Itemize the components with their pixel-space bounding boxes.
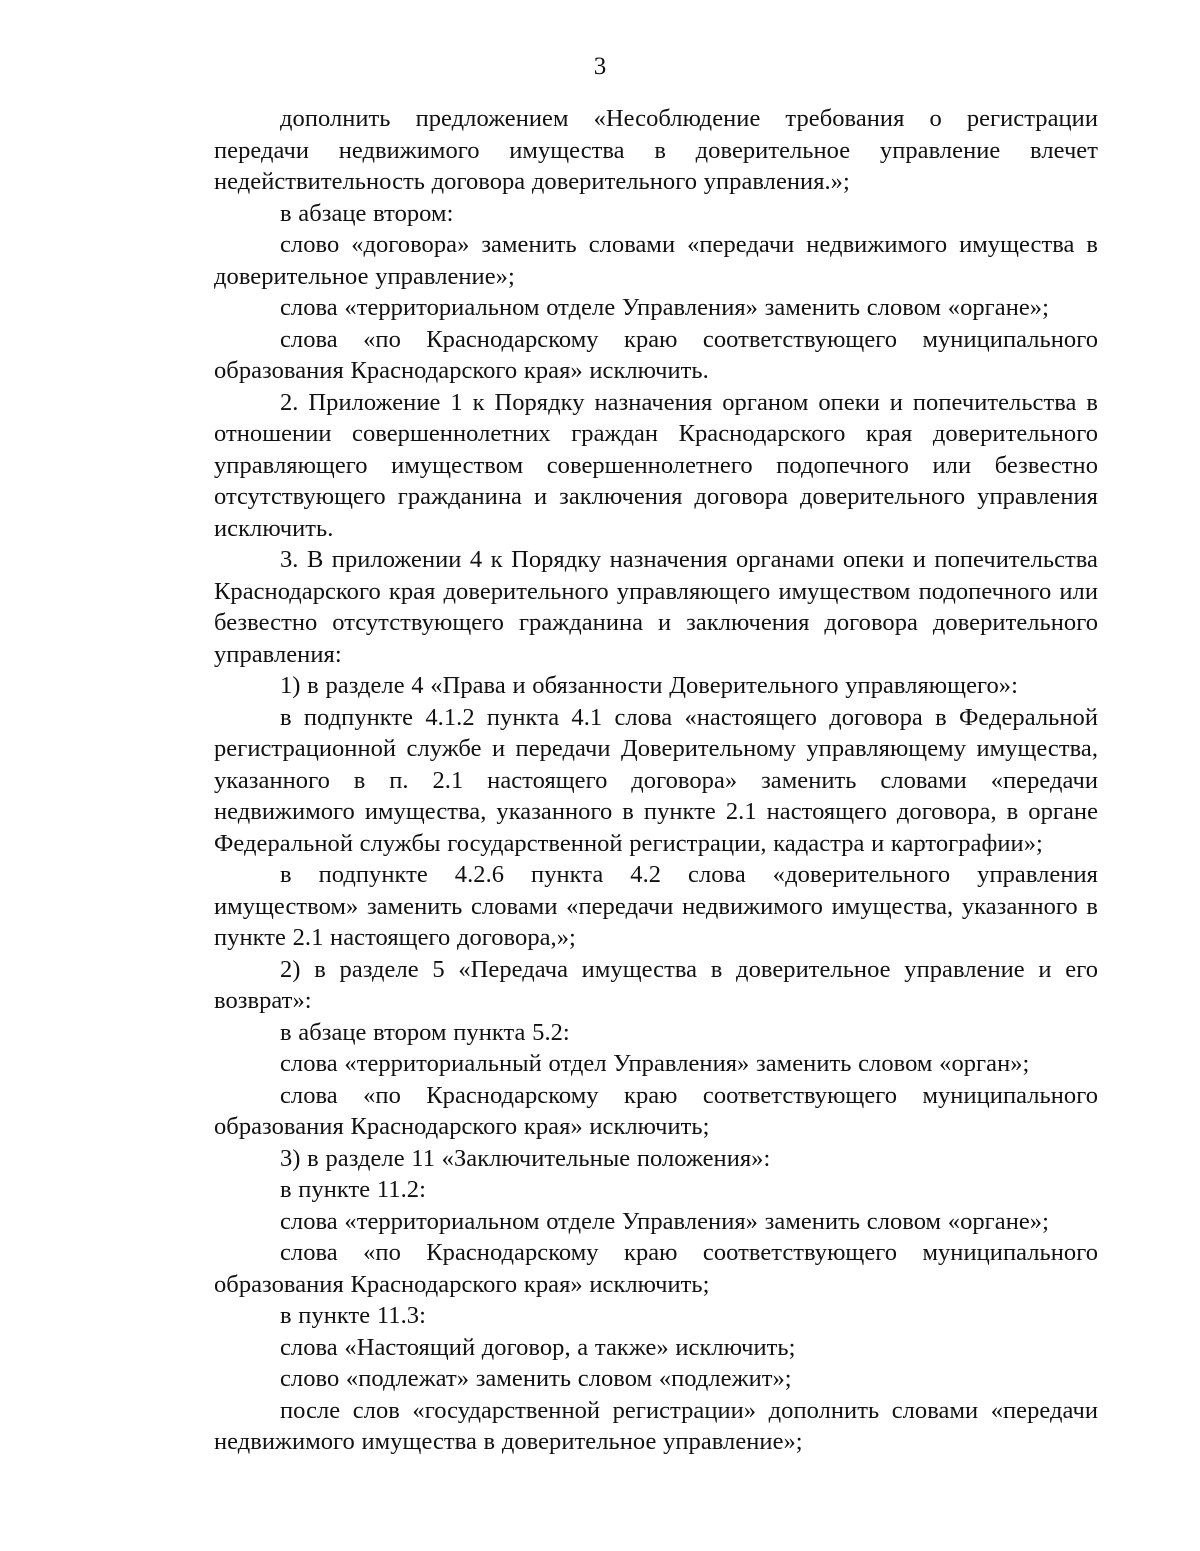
- paragraph: 3. В приложении 4 к Порядку назначения органами опеки и попечительства Краснодарского края доверительного управляющего имуществом подопечного или безвестно отсутствующего гражданина и заключения договора доверительного управления:: [214, 546, 1098, 668]
- paragraph: слово «договора» заменить словами «передачи недвижимого имущества в доверительное управление»;: [214, 231, 1098, 290]
- paragraph: слова «Настоящий договор, а также» исключить;: [280, 1333, 796, 1361]
- document-body: [214, 103, 1098, 1458]
- paragraph: слова «по Краснодарскому краю соответствующего муниципального образования Краснодарского края» исключить;: [214, 1081, 1098, 1140]
- paragraph: в пункте 11.2:: [280, 1176, 426, 1203]
- paragraph: в абзаце втором пункта 5.2:: [280, 1018, 570, 1046]
- paragraph: в подпункте 4.1.2 пункта 4.1 слова «настоящего договора в Федеральной регистрационной службе и передачи Доверительному управляющему имущества, указанного в п. 2.1 настоящего договора» заменить словами «передачи недвижимого имущества, указанного в пункте 2.1 настоящего договора, в органе Федеральной службы государственной регистрации, кадастра и картографии»;: [214, 703, 1098, 857]
- paragraph: 2) в разделе 5 «Передача имущества в доверительное управление и его возврат»:: [214, 955, 1098, 1014]
- paragraph: 1) в разделе 4 «Права и обязанности Доверительного управляющего»:: [280, 672, 1018, 699]
- paragraph: слова «территориальном отделе Управления» заменить словом «органе»;: [280, 294, 1049, 321]
- paragraph: слова «территориальном отделе Управления» заменить словом «органе»;: [280, 1207, 1049, 1235]
- paragraph: слова «по Краснодарскому краю соответствующего муниципального образования Краснодарского края» исключить;: [214, 1239, 1098, 1298]
- paragraph: слова «по Краснодарскому краю соответствующего муниципального образования Краснодарского края» исключить.: [214, 325, 1098, 384]
- paragraph: дополнить предложением «Несоблюдение требования о регистрации передачи недвижимого имущества в доверительное управление влечет недействительность договора доверительного управления.»;: [214, 105, 1098, 195]
- paragraph: слово «подлежат» заменить словом «подлежит»;: [280, 1365, 792, 1392]
- paragraph: после слов «государственной регистрации» дополнить словами «передачи недвижимого имущества в доверительное управление»;: [214, 1396, 1098, 1455]
- paragraph: 2. Приложение 1 к Порядку назначения органом опеки и попечительства в отношении совершеннолетних граждан Краснодарского края доверительного управляющего имуществом совершеннолетнего подопечного или безвестно отсутствующего гражданина и заключения договора доверительного управления исключить.: [214, 388, 1098, 542]
- paragraph: 3) в разделе 11 «Заключительные положения»:: [280, 1144, 771, 1172]
- paragraph: в абзаце втором:: [280, 199, 454, 227]
- page-number: 3: [593, 53, 607, 80]
- paragraph: слова «территориальный отдел Управления» заменить словом «орган»;: [280, 1050, 1030, 1077]
- paragraph: в пункте 11.3:: [280, 1302, 426, 1329]
- paragraph: в подпункте 4.2.6 пункта 4.2 слова «доверительного управления имуществом» заменить словами «передачи недвижимого имущества, указанного в пункте 2.1 настоящего договора,»;: [214, 861, 1098, 951]
